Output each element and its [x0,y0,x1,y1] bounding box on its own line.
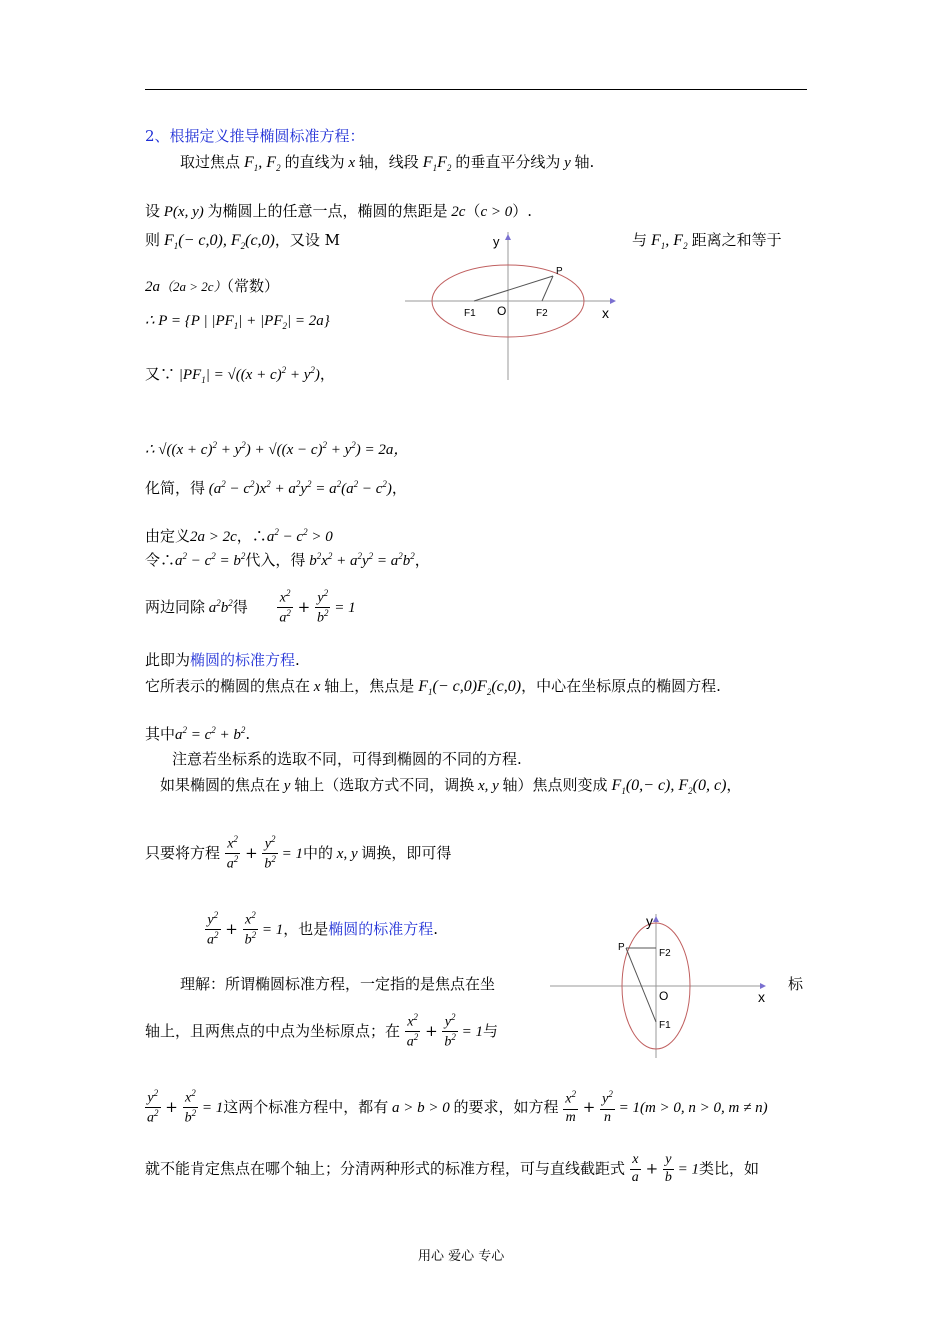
para-line: 与 $F_1$, $F_2$ 距离之和等于 [632,231,782,252]
focus-f2-label: F2 [659,948,671,959]
para-line: 设 P(x, y) 为椭圆上的任意一点，椭圆的焦距是 2c（c > 0）. [145,202,532,220]
para-line: 理解：所谓椭圆标准方程，一定指的是焦点在坐 [180,975,496,993]
para-line: $\frac{y^2}{a^2}$ + $\frac{x^2}{b^2}$ = 1这两个标准方程中，都有 a > b > 0 的要求，如方程 $\frac{x^2}{m}$ + $\frac{y^2}{n}$ = 1(m > 0, n > 0, m ≠ n) [147,1088,768,1127]
point-p-label: P [556,266,563,277]
y-axis-arrow [653,916,659,922]
para-line: 轴上，且两焦点的中点为坐标原点；在 $\frac{x^2}{a^2}$ + $\frac{y^2}{b^2}$ = 1与 [145,1012,499,1051]
page-footer: 用心 爱心 专心 [418,1249,505,1264]
segment-pf2 [542,276,553,301]
x-axis-arrow [610,298,616,304]
para-line: 其中$a^2 = c^2 + b^2$. [145,725,251,743]
para-line: 标 [788,975,804,993]
point-p-label: P [618,942,625,953]
y-axis-label: y [493,234,500,249]
para-line: 它所表示的椭圆的焦点在 x 轴上，焦点是 $F_1(- c,0)F_2(c,0)$，中心在坐标原点的椭圆方程. [145,677,721,698]
equation: ∴ $√((x + c)^2 + y^2) + √((x - c)^2 + y^2) = 2a$， [145,440,409,458]
para-line: $\frac{y^2}{a^2}$ + $\frac{x^2}{b^2}$ = 1，也是椭圆的标准方程. [207,910,439,949]
focus-f1-label: F1 [659,1020,671,1031]
para-line: 只要将方程 $\frac{x^2}{a^2}$ + $\frac{y^2}{b^2}$ = 1中的 x, y 调换，即可得 [145,834,452,873]
ellipse-figure-x [400,232,620,382]
para-line: 就不能肯定焦点在哪个轴上；分清两种形式的标准方程，可与直线截距式 $\frac{x}{a}$ + $\frac{y}{b}$ = 1类比，如 [145,1152,760,1185]
ellipse-figure-y [548,910,778,1060]
para-line: 此即为椭圆的标准方程. [145,651,300,669]
para-line: 2a（2a > 2c）（常数） [145,277,280,295]
segment-pf1 [626,948,656,1022]
para-line: 注意若坐标系的选取不同，可得到椭圆的不同的方程. [172,750,522,768]
para-line: 则 $F_1(- c,0)$, $F_2(c,0)$，又设 M [145,231,341,252]
para-line: 取过焦点 $F_1$, $F_2$ 的直线为 x 轴，线段 $F_1F_2$ 的垂直平分线为 y 轴. [180,153,595,174]
y-axis-arrow [505,234,511,240]
para-line: 化简，得 $(a^2 - c^2)x^2 + a^2y^2 = a^2(a^2 - c^2)$， [145,479,407,497]
x-axis-label: x [602,305,609,321]
focus-f1-label: F1 [464,308,476,319]
focus-f2-label: F2 [536,308,548,319]
para-line: 又∵ $|PF_1| = √((x + c)^2 + y^2)$， [145,365,335,385]
x-axis-label: x [758,989,765,1005]
header-rule [145,89,807,90]
para-line: 两边同除 $a^2b^2$得 $\frac{x^2}{a^2}$ + $\frac{y^2}{b^2}$ = 1 [145,588,356,627]
segment-pf1 [474,276,553,301]
origin-label: O [497,304,507,318]
para-line: 令$\therefore a^2 - c^2 = b^2$代入，得 $b^2x^2 + a^2y^2 = a^2b^2$， [145,551,430,569]
y-axis-label: y [646,913,653,929]
para-line: 如果椭圆的焦点在 y 轴上（选取方式不同，调换 x, y 轴）焦点则变成 $F_1(0,- c)$, $F_2(0$, c)， [160,776,742,797]
para-line: 由定义2a > 2c，$\therefore a^2 - c^2 > 0$ [145,527,333,545]
origin-label: O [659,989,669,1003]
equation: ∴ P = {P | $|PF_1| + |PF_2| = 2a$} [145,313,330,331]
section-heading: 2、根据定义推导椭圆标准方程： [145,127,365,145]
